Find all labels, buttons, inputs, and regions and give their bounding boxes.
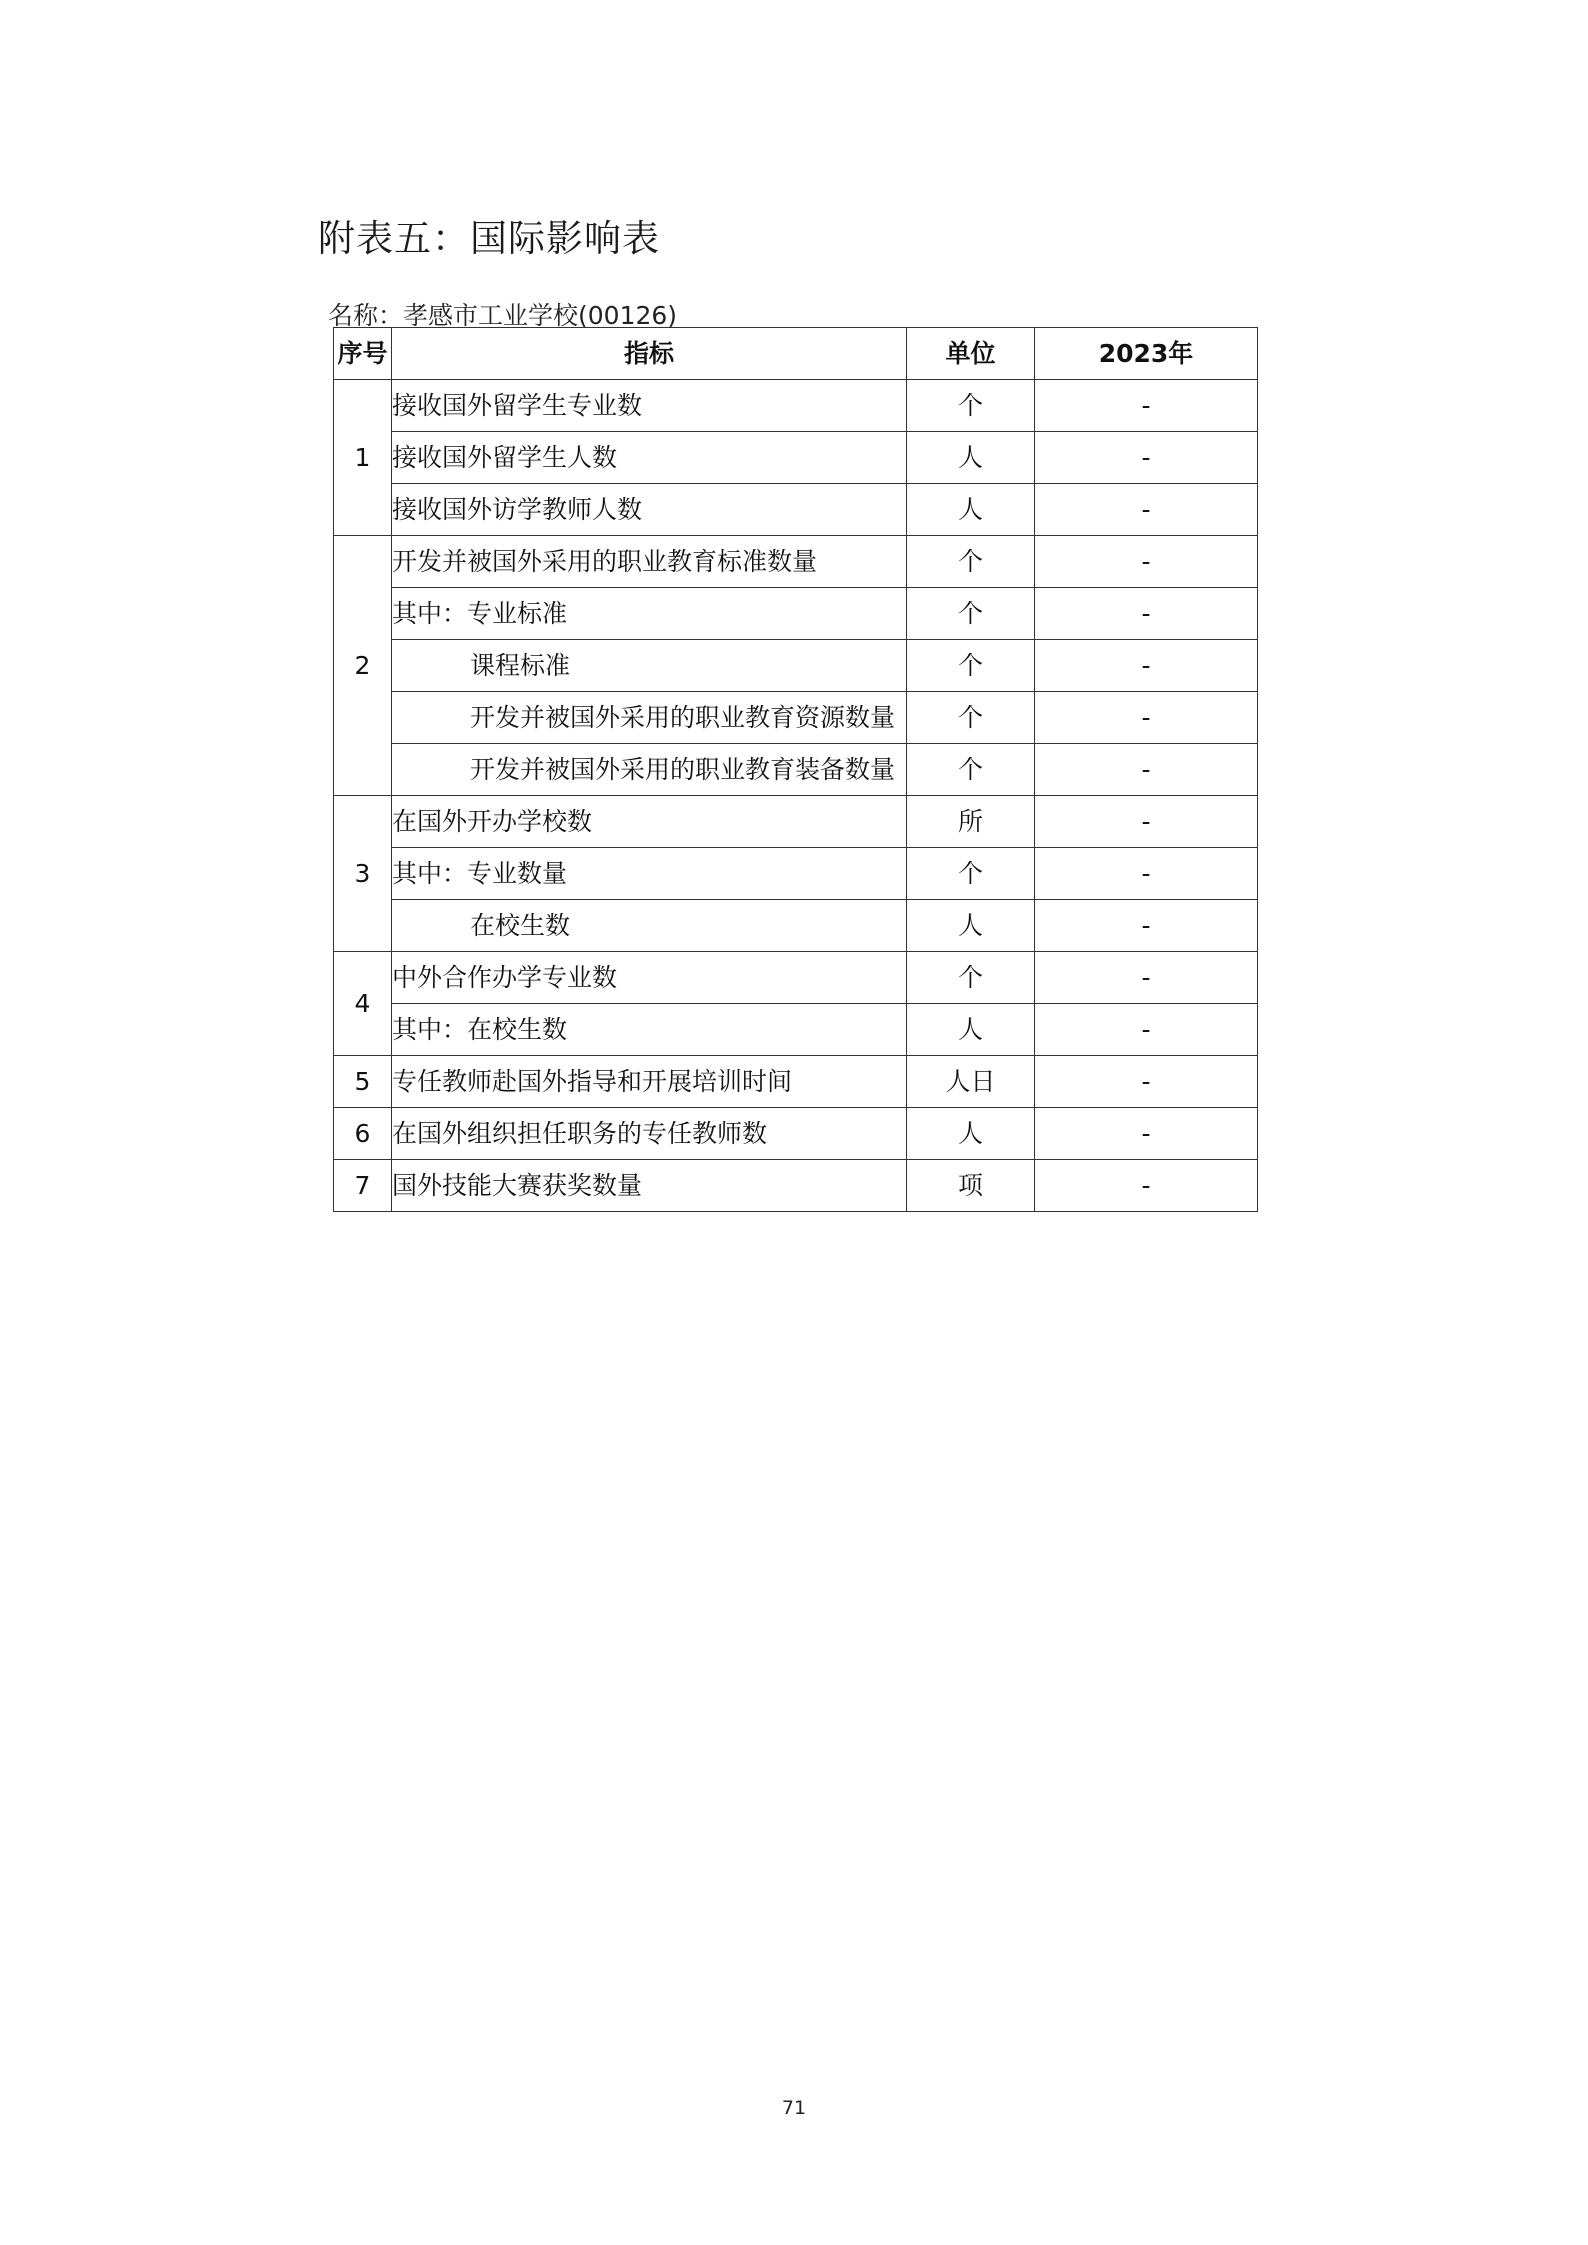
value-cell: - bbox=[1035, 380, 1258, 432]
indicator-cell: 在国外组织担任职务的专任教师数 bbox=[392, 1108, 907, 1160]
page-number: 71 bbox=[781, 2097, 807, 2119]
unit-cell: 个 bbox=[907, 380, 1035, 432]
table-row bbox=[334, 952, 1258, 1004]
indicator-cell: 其中：在校生数 bbox=[392, 1004, 907, 1056]
unit-cell: 个 bbox=[907, 744, 1035, 796]
indicator-cell: 专任教师赴国外指导和开展培训时间 bbox=[392, 1056, 907, 1108]
unit-cell: 项 bbox=[907, 1160, 1035, 1212]
unit-cell: 人 bbox=[907, 900, 1035, 952]
value-cell: - bbox=[1035, 1004, 1258, 1056]
value-cell: - bbox=[1035, 588, 1258, 640]
unit-cell: 人 bbox=[907, 1108, 1035, 1160]
indicator-cell: 接收国外访学教师人数 bbox=[392, 484, 907, 536]
value-cell: - bbox=[1035, 1056, 1258, 1108]
value-cell: - bbox=[1035, 848, 1258, 900]
value-cell: - bbox=[1035, 1160, 1258, 1212]
page-title: 附表五：国际影响表 bbox=[318, 217, 660, 260]
indicator-cell: 接收国外留学生专业数 bbox=[392, 380, 907, 432]
indicator-cell: 开发并被国外采用的职业教育资源数量 bbox=[392, 692, 907, 744]
table-row bbox=[334, 796, 1258, 848]
value-cell: - bbox=[1035, 692, 1258, 744]
indicator-cell: 接收国外留学生人数 bbox=[392, 432, 907, 484]
table-row bbox=[334, 432, 1258, 484]
indicator-cell: 其中：专业标准 bbox=[392, 588, 907, 640]
seq-cell: 5 bbox=[334, 1056, 392, 1108]
indicator-cell: 其中：专业数量 bbox=[392, 848, 907, 900]
indicator-cell: 开发并被国外采用的职业教育装备数量 bbox=[392, 744, 907, 796]
unit-cell: 人 bbox=[907, 484, 1035, 536]
value-cell: - bbox=[1035, 484, 1258, 536]
table-row bbox=[334, 380, 1258, 432]
unit-cell: 人 bbox=[907, 1004, 1035, 1056]
value-cell: - bbox=[1035, 640, 1258, 692]
indicator-cell: 在国外开办学校数 bbox=[392, 796, 907, 848]
table-row bbox=[334, 588, 1258, 640]
header-year: 2023年 bbox=[1035, 328, 1258, 380]
seq-cell: 6 bbox=[334, 1108, 392, 1160]
value-cell: - bbox=[1035, 796, 1258, 848]
seq-cell: 3 bbox=[334, 796, 392, 952]
indicator-cell: 中外合作办学专业数 bbox=[392, 952, 907, 1004]
table-subtitle: 名称：孝感市工业学校(00126) bbox=[328, 301, 678, 330]
indicator-cell: 开发并被国外采用的职业教育标准数量 bbox=[392, 536, 907, 588]
table-row bbox=[334, 1160, 1258, 1212]
seq-cell: 7 bbox=[334, 1160, 392, 1212]
unit-cell: 人 bbox=[907, 432, 1035, 484]
indicator-cell: 在校生数 bbox=[392, 900, 907, 952]
table-row bbox=[334, 744, 1258, 796]
table-row bbox=[334, 848, 1258, 900]
value-cell: - bbox=[1035, 744, 1258, 796]
unit-cell: 人日 bbox=[907, 1056, 1035, 1108]
table-row bbox=[334, 536, 1258, 588]
unit-cell: 个 bbox=[907, 692, 1035, 744]
seq-cell: 2 bbox=[334, 536, 392, 796]
seq-cell: 4 bbox=[334, 952, 392, 1056]
table-header-row bbox=[334, 328, 1258, 380]
table-row bbox=[334, 1056, 1258, 1108]
unit-cell: 个 bbox=[907, 588, 1035, 640]
value-cell: - bbox=[1035, 900, 1258, 952]
seq-cell: 1 bbox=[334, 380, 392, 536]
table-row bbox=[334, 1004, 1258, 1056]
table-row bbox=[334, 640, 1258, 692]
table-row bbox=[334, 484, 1258, 536]
value-cell: - bbox=[1035, 536, 1258, 588]
indicator-cell: 课程标准 bbox=[392, 640, 907, 692]
unit-cell: 个 bbox=[907, 640, 1035, 692]
value-cell: - bbox=[1035, 952, 1258, 1004]
value-cell: - bbox=[1035, 1108, 1258, 1160]
unit-cell: 所 bbox=[907, 796, 1035, 848]
unit-cell: 个 bbox=[907, 848, 1035, 900]
unit-cell: 个 bbox=[907, 952, 1035, 1004]
header-unit: 单位 bbox=[907, 328, 1035, 380]
international-influence-table bbox=[333, 327, 1258, 1212]
indicator-cell: 国外技能大赛获奖数量 bbox=[392, 1160, 907, 1212]
header-indicator: 指标 bbox=[392, 328, 907, 380]
unit-cell: 个 bbox=[907, 536, 1035, 588]
value-cell: - bbox=[1035, 432, 1258, 484]
table-row bbox=[334, 900, 1258, 952]
header-seq: 序号 bbox=[334, 328, 392, 380]
table-row bbox=[334, 692, 1258, 744]
table-row bbox=[334, 1108, 1258, 1160]
